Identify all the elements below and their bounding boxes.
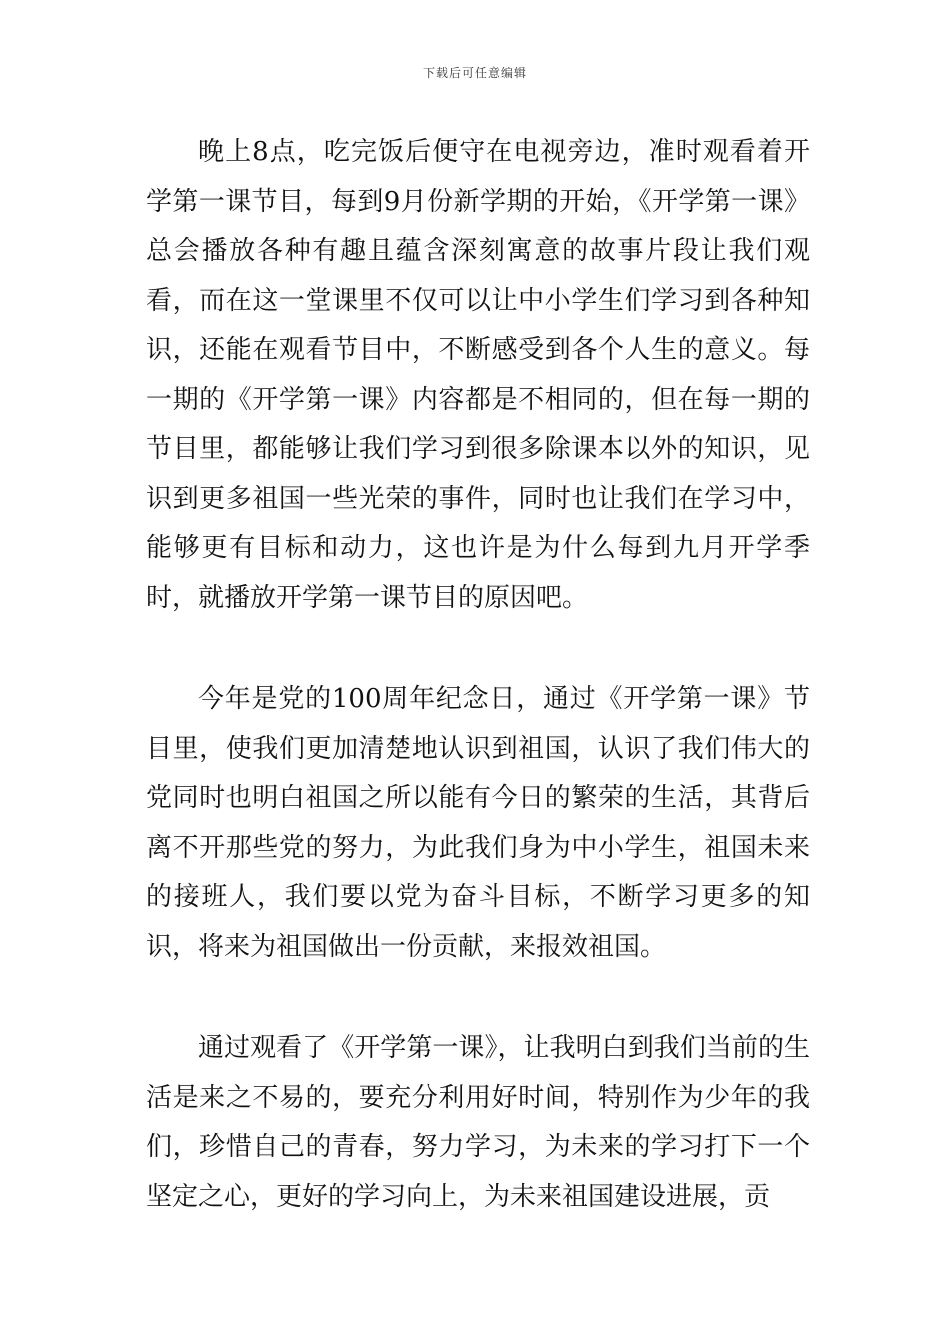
- paragraph-2: 今年是党的100周年纪念日，通过《开学第一课》节目里，使我们更加清楚地认识到祖国，认识了我们伟大的党同时也明白祖国之所以能有今日的繁荣的生活，其背后离不开那些党的努力，为此我们身为中小学生，祖国未来的接班人，我们要以党为奋斗目标，不断学习更多的知识，将来为祖国做出一份贡献，来报效祖国。: [146, 684, 810, 962]
- document-body: [146, 128, 810, 1222]
- paragraph-1: 晚上8点，吃完饭后便守在电视旁边，准时观看着开学第一课节目，每到9月份新学期的开始，《开学第一课》总会播放各种有趣且蕴含深刻寓意的故事片段让我们观看，而在这一堂课里不仅可以让中小学生们学习到各种知识，还能在观看节目中，不断感受到各个人生的意义。每一期的《开学第一课》内容都是不相同的，但在每一期的节目里，都能够让我们学习到很多除课本以外的知识，见识到更多祖国一些光荣的事件，同时也让我们在学习中，能够更有目标和动力，这也许是为什么每到九月开学季时，就播放开学第一课节目的原因吧。: [146, 137, 810, 613]
- paragraph-3: 通过观看了《开学第一课》，让我明白到我们当前的生活是来之不易的，要充分利用好时间，特别作为少年的我们，珍惜自己的青春，努力学习，为未来的学习打下一个坚定之心，更好的学习向上，为未来祖国建设进展，贡: [146, 1033, 810, 1212]
- page-header-note: 下载后可任意编辑: [422, 66, 527, 80]
